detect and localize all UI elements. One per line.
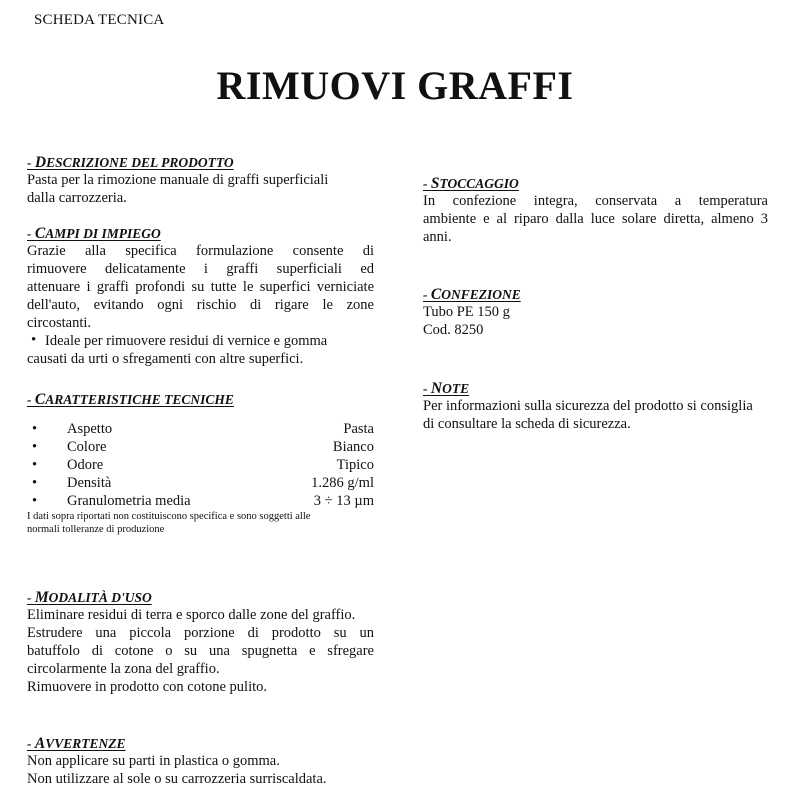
section-heading-stoccaggio: - STOCCAGGIO	[423, 175, 519, 192]
bullet-icon: •	[32, 439, 38, 455]
text-line: I dati sopra riportati non costituiscono specifica e sono soggetti alle	[27, 511, 311, 522]
text-line: Grazie alla specifica formulazione consente di	[27, 243, 374, 259]
text-line: Non utilizzare al sole o su carrozzeria surriscaldata.	[27, 771, 327, 787]
spec-label: Aspetto	[67, 421, 113, 437]
spec-label: Colore	[67, 439, 107, 455]
text-line: dalla carrozzeria.	[27, 190, 127, 206]
spec-label: Densità	[67, 475, 112, 491]
text-line: Rimuovere in prodotto con cotone pulito.	[27, 679, 268, 695]
text-line: dell'auto, evitando ogni rischio di rigare le zone	[27, 297, 374, 313]
section-body-campi-impiego	[27, 242, 374, 332]
bullet-icon: •	[32, 421, 38, 437]
text-line: Per informazioni sulla sicurezza del prodotto si consiglia	[423, 398, 753, 414]
spec-value: Pasta	[343, 421, 374, 437]
section-avvertenze	[27, 735, 374, 788]
text-line: Eliminare residui di terra e sporco dalle zone del graffio.	[27, 607, 356, 623]
text-line: Estrudere una piccola porzione di prodotto su un	[27, 625, 374, 641]
section-heading-descrizione: - DESCRIZIONE DEL PRODOTTO	[27, 154, 234, 171]
bullet-icon: •	[32, 475, 38, 491]
text-line: causati da urti o sfregamenti con altre superfici.	[27, 351, 304, 367]
section-heading-avvertenze: - AVVERTENZE	[27, 735, 126, 752]
spec-value: 1.286 g/ml	[311, 475, 374, 491]
section-heading-campi-impiego: - CAMPI DI IMPIEGO	[27, 225, 161, 242]
section-body-descrizione	[27, 171, 374, 207]
table-row	[27, 492, 374, 510]
spec-value: 3 ÷ 13 µm	[313, 493, 374, 509]
section-heading-caratteristiche: - CARATTERISTICHE TECNICHE	[27, 391, 234, 408]
section-heading-note: - NOTE	[423, 380, 470, 397]
text-line: Non applicare su parti in plastica o gomma.	[27, 753, 280, 769]
spec-label: Odore	[67, 457, 104, 473]
section-stoccaggio	[423, 175, 768, 246]
specs-table	[27, 420, 374, 510]
text-line: Tubo PE 150 g	[423, 304, 510, 320]
page-title: RIMUOVI GRAFFI	[216, 63, 574, 108]
table-row	[27, 474, 374, 492]
text-line: anni.	[423, 229, 452, 245]
text-line: circolarmente la zona del graffio.	[27, 661, 220, 677]
text-line: circostanti.	[27, 315, 92, 331]
section-campi-impiego	[27, 225, 374, 368]
spec-value: Bianco	[332, 439, 374, 455]
bullet-icon: •	[32, 457, 38, 473]
section-modalita-uso	[27, 589, 374, 696]
bullet-item-campi	[27, 332, 374, 368]
text-line: Cod. 8250	[423, 322, 484, 338]
text-line: In confezione integra, conservata a temperatura	[423, 193, 768, 209]
section-body-avvertenze	[27, 752, 374, 788]
bullet-icon: •	[32, 493, 38, 509]
section-body-stoccaggio	[423, 192, 768, 246]
section-confezione	[423, 286, 768, 339]
text-line: Pasta per la rimozione manuale di graffi superficiali	[27, 172, 329, 188]
section-descrizione	[27, 154, 374, 207]
section-body-confezione	[423, 303, 768, 339]
spec-value: Tipico	[336, 457, 374, 473]
section-heading-modalita-uso: - MODALITÀ D'USO	[27, 589, 152, 606]
section-note	[423, 380, 768, 433]
document-type-label: SCHEDA TECNICA	[34, 12, 165, 28]
text-line: di consultare la scheda di sicurezza.	[423, 416, 631, 432]
table-row	[27, 456, 374, 474]
section-body-note	[423, 397, 768, 433]
spec-label: Granulometria media	[67, 493, 191, 509]
text-line: • Ideale per rimuovere residui di vernice e gomma	[45, 333, 328, 349]
section-heading-confezione: - CONFEZIONE	[423, 286, 521, 303]
section-body-modalita-uso	[27, 606, 374, 696]
text-line: normali tolleranze di produzione	[27, 524, 165, 535]
specs-disclaimer	[27, 510, 374, 536]
text-line: attenuare i graffi profondi su tutte le superfici verniciate	[27, 279, 374, 295]
section-caratteristiche	[27, 391, 374, 536]
table-row	[27, 438, 374, 456]
text-line: ambiente e al riparo dalla luce solare diretta, almeno 3	[423, 211, 768, 227]
text-line: batuffolo di cotone o su una spugnetta e sfregare	[27, 643, 374, 659]
text-line: rimuovere delicatamente i graffi superficiali ed	[27, 261, 374, 277]
table-row	[27, 420, 374, 438]
